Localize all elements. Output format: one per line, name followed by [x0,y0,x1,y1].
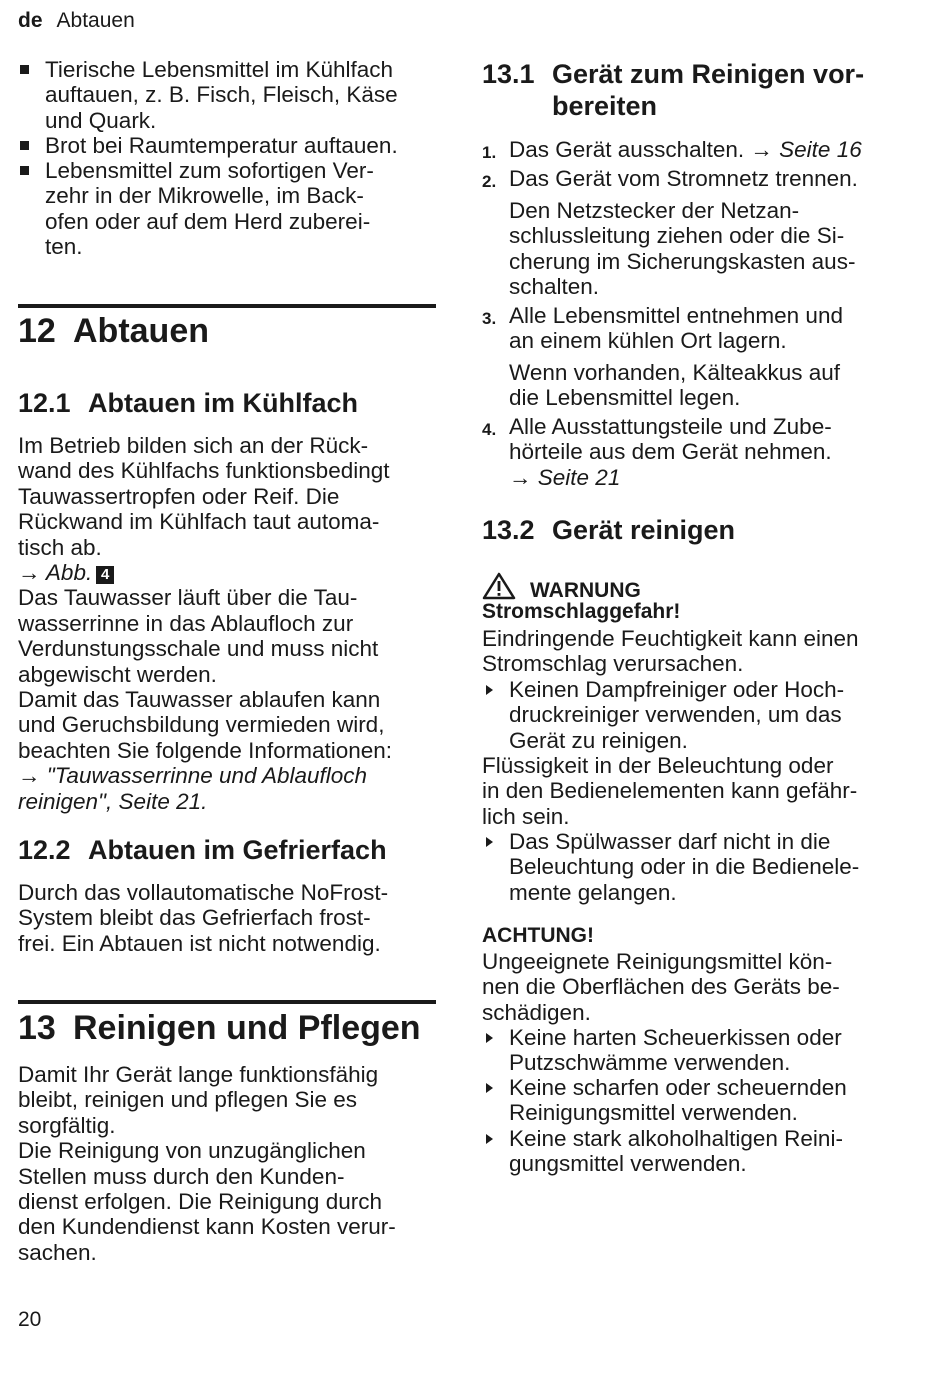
arrow-right-icon: → [18,763,41,789]
step-number: 2. [482,172,497,191]
language-code: de [18,9,43,32]
text-line: schädigen. [482,999,591,1025]
text-line: tisch ab. [18,534,102,560]
text-line: zehr in der Mikrowelle, im Back- [45,183,364,209]
bullet-triangle-icon [486,1033,493,1043]
text-line: frei. Ein Abtauen ist nicht notwendig. [18,930,381,956]
text-line: Lebensmittel zum sofortigen Ver- [45,158,374,183]
bullet-square-icon [20,141,29,150]
text-line: wand des Kühlfachs funktionsbedingt [18,458,390,484]
section-number: 13.2 [482,515,535,545]
step-item [482,303,902,354]
figure-ref-text: Abb. [45,560,93,586]
text-line: Stromschlag verursachen. [482,651,744,677]
text-line: cherung im Sicherungskasten aus- [509,248,856,274]
text-line: Das Gerät ausschalten. [509,137,745,162]
bullet-triangle-icon [486,685,493,695]
section-title: Gerät zum Reinigen vor- [552,59,865,89]
text-line: Flüssigkeit in der Beleuchtung oder [482,753,834,778]
text-line: abgewischt werden. [18,661,217,687]
text-line: druckreiniger verwenden, um das [509,702,842,728]
figure-number-badge: 4 [96,566,114,584]
text-line: die Lebensmittel legen. [509,385,741,411]
chapter-title: Abtauen [73,312,209,350]
chapter-number: 13 [18,1009,56,1047]
text-line: Keine stark alkoholhaltigen Reini- [509,1126,843,1151]
section-number: 12.2 [18,835,71,865]
text-line: auftauen, z. B. Fisch, Fleisch, Käse [45,82,398,108]
chapter-rule [18,1000,436,1004]
text-line: Das Tauwasser läuft über die Tau- [18,585,358,611]
arrow-right-icon: → [750,137,773,162]
text-line: Tauwassertropfen oder Reif. Die [18,483,340,509]
chapter-title: Reinigen und Pflegen [73,1009,421,1047]
text-line: Das Spülwasser darf nicht in die [509,829,831,854]
section-number: 13.1 [482,59,535,89]
text-line: schalten. [509,274,600,300]
step-detail [482,360,902,411]
bullet-square-icon [20,166,29,175]
chapter-heading-12 [18,311,436,351]
text-line: dienst erfolgen. Die Reinigung durch [18,1189,382,1215]
text-line: hörteile aus dem Gerät nehmen. [509,439,832,465]
bullet-square-icon [20,65,29,74]
text-line: in den Bedienelementen kann gefähr- [482,778,858,804]
text-line: Ungeeignete Reinigungsmittel kön- [482,949,833,974]
text-line: Brot bei Raumtemperatur auftauen. [45,133,398,158]
text-line: Gerät zu reinigen. [509,727,688,753]
text-line: Rückwand im Kühlfach taut automa- [18,509,380,535]
paragraph [18,1062,436,1265]
section-heading-12-1 [18,387,436,419]
page-number: 20 [18,1308,42,1331]
chapter-heading-13 [18,1008,436,1048]
text-line: bleibt, reinigen und pflegen Sie es [18,1087,357,1113]
text-line: Stellen muss durch den Kunden- [18,1163,345,1189]
link-text: Seite 16 [779,137,862,162]
text-line: schlussleitung ziehen oder die Si- [509,223,845,249]
bullet-triangle-icon [486,1083,493,1093]
text-line: wasserrinne in das Ablaufloch zur [18,610,354,636]
list-item [482,1025,902,1076]
text-line: Beleuchtung oder in die Bedienele- [509,854,860,880]
text-line: Putzschwämme verwenden. [509,1050,791,1076]
text-line: sorgfältig. [18,1112,116,1138]
step-detail [482,198,902,300]
text-line: Damit das Tauwasser ablaufen kann [18,687,381,713]
text-line: Durch das vollautomatische NoFrost- [18,880,389,905]
text-line: den Kundendienst kann Kosten verur- [18,1214,396,1240]
step-number: 3. [482,309,497,328]
text-line: Alle Ausstattungsteile und Zube- [509,414,832,439]
text-line: beachten Sie folgende Informationen: [18,737,393,763]
arrow-right-icon: → [509,464,532,490]
section-title-continued: bereiten [552,91,658,121]
paragraph [482,753,902,829]
text-line: ofen oder auf dem Herd zuberei- [45,208,371,234]
caution-label: ACHTUNG! [482,924,594,947]
link-text: "Tauwasserrinne und Ablaufloch [46,763,368,789]
list-item [18,158,436,260]
section-heading-13-2 [482,514,902,546]
text-line: mente gelangen. [509,879,677,905]
section-title: Gerät reinigen [552,515,736,545]
text-line: an einem kühlen Ort lagern. [509,328,787,354]
text-line: sachen. [18,1239,97,1265]
text-line: Keinen Dampfreiniger oder Hoch- [509,677,845,702]
section-title: Abtauen im Gefrierfach [88,835,387,865]
text-line: und Geruchsbildung vermieden wird, [18,712,385,738]
text-line: Den Netzstecker der Netzan- [509,198,800,223]
page-reference-link[interactable] [509,465,902,490]
text-line: Keine scharfen oder scheuernden [509,1075,847,1100]
text-line: Eindringende Feuchtigkeit kann einen [482,626,859,651]
section-heading-12-2 [18,834,436,866]
text-line: Die Reinigung von unzugänglichen [18,1138,366,1164]
warning-title: Stromschlaggefahr! [482,600,681,623]
section-title: Abtauen im Kühlfach [88,388,359,418]
list-item [18,57,436,133]
link-text: Seite 21 [537,464,621,490]
text-line: nen die Oberflächen des Geräts be- [482,974,840,1000]
list-item [482,677,902,753]
section-number: 12.1 [18,388,71,418]
page-reference-link[interactable] [750,137,861,162]
list-item [482,1126,902,1177]
paragraph [18,880,436,956]
text-line: lich sein. [482,803,570,829]
section-heading-13-1 [482,58,902,122]
text-line: Wenn vorhanden, Kälteakkus auf [509,360,841,385]
warning-label: WARNUNG [530,579,641,602]
arrow-right-icon: → [18,560,41,586]
chapter-rule [18,304,436,308]
list-item [482,829,902,905]
text-line: System bleibt das Gefrierfach frost- [18,905,371,931]
list-item [482,1075,902,1126]
cross-reference-link[interactable] [18,763,436,788]
step-number: 4. [482,420,497,439]
text-line: Reinigungsmittel verwenden. [509,1100,798,1126]
chapter-number: 12 [18,312,56,350]
text-line: Im Betrieb bilden sich an der Rück- [18,433,369,458]
figure-reference[interactable] [18,560,436,585]
step-item [482,166,902,191]
text-line: Damit Ihr Gerät lange funktionsfähig [18,1062,379,1087]
text-line: Verdunstungsschale und muss nicht [18,636,379,662]
bullet-triangle-icon [486,1134,493,1144]
bullet-triangle-icon [486,837,493,847]
step-item [482,137,902,162]
page-header [18,9,135,33]
text-line: Das Gerät vom Stromnetz trennen. [509,166,858,191]
step-number: 1. [482,143,497,162]
text-line: gungsmittel verwenden. [509,1151,747,1177]
step-item [482,414,902,490]
text-line: und Quark. [45,107,157,133]
paragraph [482,949,902,1025]
header-section: Abtauen [56,9,135,32]
text-line: ten. [45,234,83,260]
text-line: Alle Lebensmittel entnehmen und [509,303,843,328]
paragraph [482,626,902,677]
text-line: Tierische Lebensmittel im Kühlfach [45,57,394,82]
paragraph [18,433,436,814]
cross-reference-link[interactable]: reinigen", Seite 21. [18,788,208,814]
list-item [18,133,436,158]
text-line: Keine harten Scheuerkissen oder [509,1025,842,1050]
